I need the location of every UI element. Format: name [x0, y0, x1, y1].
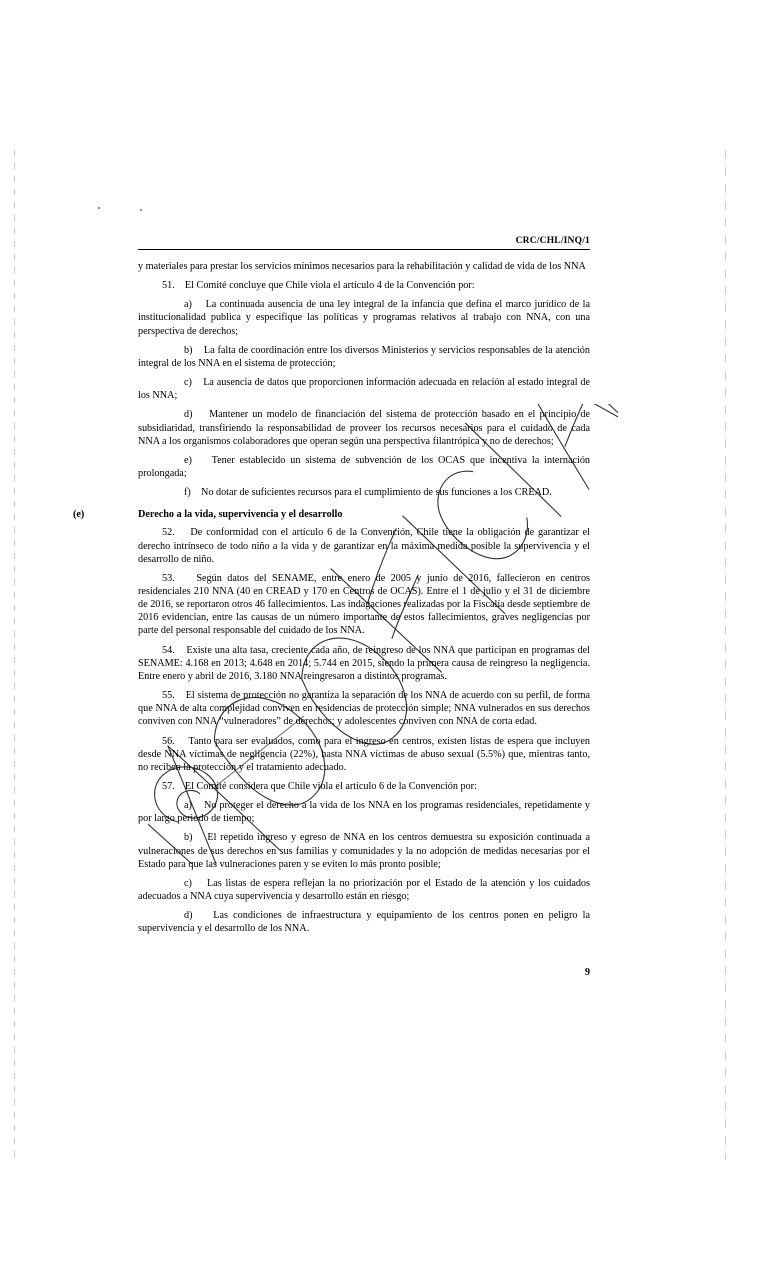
paragraph-number: 52. — [162, 527, 175, 539]
item-letter: c) — [184, 377, 192, 389]
item-51-d — [138, 408, 590, 447]
paragraph-text: El Comité concluye que Chile viola el artículo 4 de la Convención por: — [184, 280, 475, 292]
paragraph-number: 54. — [162, 644, 175, 656]
item-51-e — [138, 454, 590, 480]
scan-artifact-left — [14, 150, 15, 1160]
paragraph-number: 56. — [162, 735, 175, 747]
item-letter: b) — [184, 344, 193, 356]
item-text: La ausencia de datos que proporcionen información adecuada en relación al estado integral de los NNA; — [138, 377, 591, 402]
item-text: Tener establecido un sistema de subvención de los OCAS que incentiva la internación prolongada; — [138, 454, 591, 480]
paragraph-number: 53. — [162, 572, 175, 584]
item-57-c — [138, 877, 590, 903]
header-rule — [138, 249, 590, 250]
item-57-d — [138, 909, 590, 935]
item-51-f — [138, 486, 590, 499]
item-letter: c) — [184, 877, 192, 889]
continued-paragraph: y materiales para prestar los servicios mínimos necesarios para la rehabilitación y calidad de vida de los NNA — [138, 261, 586, 272]
paragraph-54 — [138, 644, 590, 683]
item-51-c — [138, 376, 590, 402]
item-letter: f) — [184, 487, 191, 499]
document-symbol: CRC/CHL/INQ/1 — [515, 236, 590, 246]
paragraph-number: 57. — [162, 781, 175, 792]
paragraph-52 — [138, 526, 590, 565]
item-51-b — [138, 344, 590, 370]
item-letter: a) — [184, 800, 192, 812]
item-letter: b) — [184, 832, 193, 844]
document-body — [73, 236, 591, 978]
scan-speck — [98, 207, 100, 209]
paragraph-53 — [138, 572, 590, 638]
paragraph-text: Tanto para ser evaluados, como para el ingreso en centros, existen listas de espera que incluyen desde NNA víctimas de negligencia (22%), hasta NNA víctimas de abuso sexual (5.5%) que, mientras tanto, no reciben la protección y el tratamiento adecuado. — [138, 735, 591, 773]
paragraph-text: El sistema de protección no garantiza la separación de los NNA de acuerdo con su perfil, de forma que NNA de alta complejidad conviven en residencias de protección simple; NNA vulnerados en sus derechos conviven con NNA “vulneradores” de derechos; y adolescentes conviven con NNA de corta edad. — [138, 690, 591, 728]
paragraph-56 — [138, 735, 590, 774]
item-57-a — [138, 799, 590, 825]
item-text: El repetido ingreso y egreso de NNA en los centros demuestra su exposición continuada a vulneraciones de sus derechos en sus familias y comunidades y la no adopción de medidas necesarias por el Estado para que las vulneraciones paren y se eviten lo más pronto posible; — [138, 832, 590, 870]
section-heading — [73, 509, 590, 521]
paragraph-57 — [138, 780, 590, 793]
item-letter: a) — [184, 299, 192, 311]
section-marker: (e) — [73, 509, 85, 521]
item-text: La falta de coordinación entre los diversos Ministerios y servicios responsables de la atención integral de los NNA en el sistema de protección; — [138, 344, 590, 369]
paragraph-text: Existe una alta tasa, creciente cada año, de reingreso de los NNA que participan en programas del SENAME: 4.168 en 2013; 4.648 en 2014; 5.744 en 2015, siendo la primera causa de reingreso la negligencia. Entre enero y abril de 2016, 3.180 NNA reingresaron a distintos programas. — [138, 644, 591, 682]
scan-artifact-right — [725, 150, 726, 1160]
paragraph-51 — [138, 279, 590, 292]
item-letter: e) — [184, 454, 192, 466]
item-text: Las condiciones de infraestructura y equipamiento de los centros ponen en peligro la supervivencia y el desarrollo de los NNA. — [138, 910, 590, 935]
item-51-a — [138, 298, 590, 337]
paragraph-number: 55. — [162, 690, 175, 702]
item-letter: d) — [184, 409, 193, 421]
item-text: No proteger el derecho a la vida de los NNA en los programas residenciales, repetidamente y por largo periodo de tiempo; — [138, 800, 590, 825]
item-letter: d) — [184, 910, 193, 922]
item-57-b — [138, 831, 590, 870]
scan-speck — [140, 209, 142, 211]
item-text: Mantener un modelo de financiación del sistema de protección basado en el principio de subsidiaridad, transfiriendo la responsabilidad de proveer los recursos necesarios para el cuidado de cada NNA a los organismos colaboradores que operan según una perspectiva filantrópica y no de derechos; — [138, 409, 590, 447]
paragraph-text: De conformidad con el artículo 6 de la Convención, Chile tiene la obligación de garantizar el derecho intrínseco de todo niño a la vida y de garantizar en la máxima medida posible la supervivencia y el desarrollo de niño. — [138, 527, 591, 565]
item-text: No dotar de suficientes recursos para el cumplimiento de sus funciones a los CREAD. — [200, 487, 552, 499]
item-text: Las listas de espera reflejan la no priorización por el Estado de la atención y los cuidados adecuados a NNA cuya supervivencia y desarrollo están en riesgo; — [138, 877, 590, 903]
section-title: Derecho a la vida, supervivencia y el desarrollo — [138, 509, 343, 521]
paragraph-55 — [138, 689, 590, 728]
paragraph-text: El Comité considera que Chile viola el artículo 6 de la Convención por: — [184, 781, 477, 792]
page-number: 9 — [585, 966, 590, 978]
item-text: La continuada ausencia de una ley integral de la infancia que defina el marco jurídico de la institucionalidad publica y especifique las políticas y programas relativos al trabajo con NNA, con una perspectiva de derechos; — [138, 299, 590, 337]
paragraph-text: Según datos del SENAME, entre enero de 2005 y junio de 2016, fallecieron en centros residenciales 210 NNA (40 en CREAD y 170 en Centros de OCAS). Entre el 1 de julio y el 31 de diciembre de 2016, se reportaron otros 46 fallecimientos. Las indagaciones realizadas por la Fiscalía desde septiembre de 2016 evidencian, entre las causas de un número importante de estos fallecimientos, graves negligencias por parte del personal responsable del cuidado de los NNA. — [138, 572, 591, 637]
paragraph-number: 51. — [162, 280, 175, 292]
